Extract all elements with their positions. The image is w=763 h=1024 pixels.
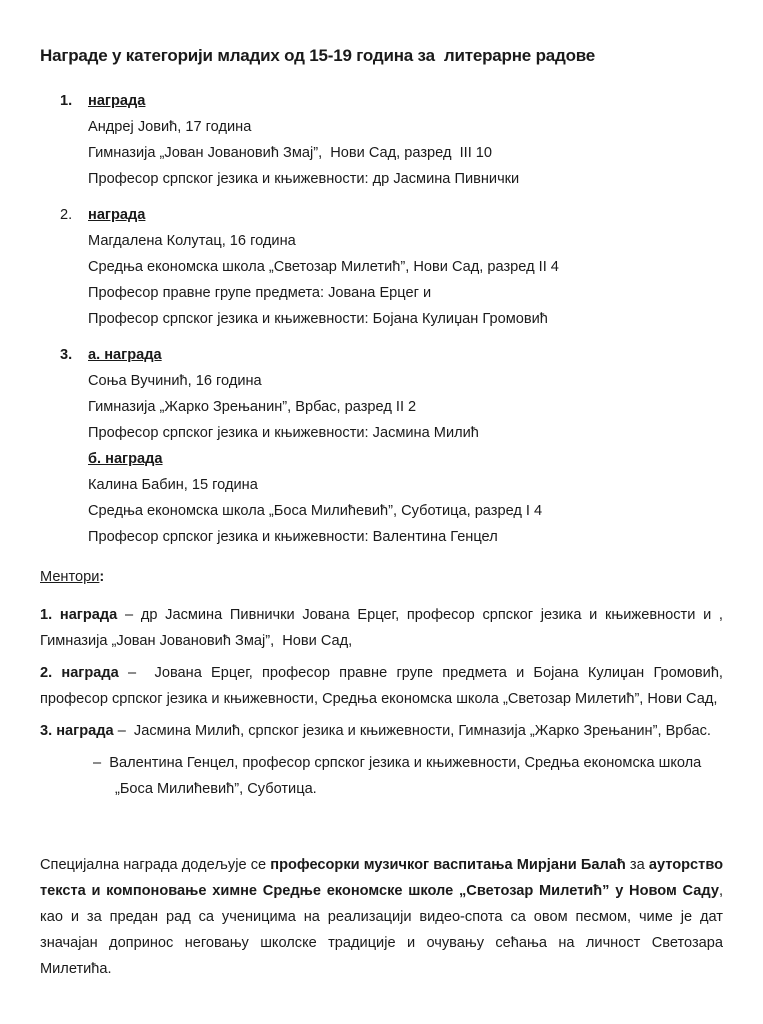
- mentor-text: – Јована Ерцег, професор правне групе предмета и Бојана Кулиџан Громовић, професор српског језика и књижевности, Средња економска школа „Светозар Милетић”, Нови Сад,: [40, 665, 728, 707]
- award-label: [88, 88, 723, 114]
- mentor-lead: 1. награда: [40, 607, 118, 623]
- award-line: Средња економска школа „Боса Милићевић”, Суботица, разред I 4: [88, 503, 543, 519]
- award-line: Професор српског језика и књижевности: Валентина Генцел: [88, 529, 498, 545]
- special-segment: за: [625, 857, 649, 873]
- mentors-heading: [40, 564, 723, 590]
- mentors-heading-text: Ментори: [40, 569, 100, 585]
- award-line: Гимназија „Жарко Зрењанин”, Врбас, разред II 2: [88, 399, 417, 415]
- mentor-entry-2: [40, 660, 728, 712]
- mentor-lead: 3. награда: [40, 723, 114, 739]
- award-label-text: награда: [88, 93, 146, 109]
- award-label: [88, 202, 723, 228]
- award-line: Професор правне групе предмета: Јована Ерцег и: [88, 285, 432, 301]
- special-segment-bold: професорки музичког васпитања Мирјани Балаћ: [270, 857, 626, 873]
- mentor-entry-1: [40, 602, 728, 654]
- mentor-text: – Јасмина Милић, српског језика и књижевности, Гимназија „Жарко Зрењанин”, Врбас.: [113, 723, 711, 739]
- special-segment: , као и за предан рад са ученицима на реализацији видео-спота са овом песмом, чиме је дат значајан допринос неговању школске традиције и очувању сећања на личност Светозара Милетића.: [40, 883, 728, 977]
- award-label-b: [88, 446, 723, 472]
- award-line: Професор српског језика и књижевности: др Јасмина Пивнички: [88, 171, 520, 187]
- special-segment-bold: ауторство текста и компоновање химне Средње економске школе „Светозар Милетић” у Новом Саду: [40, 857, 728, 899]
- award-item-3: [60, 342, 723, 550]
- award-label-a: [88, 342, 723, 368]
- award-number: 3.: [60, 347, 73, 363]
- award-label-text: б. награда: [88, 451, 163, 467]
- special-award-paragraph: [40, 852, 728, 982]
- mentor-entry-3-sub: – Валентина Генцел, професор српског језика и књижевности, Средња економска школа „Боса Милићевић”, Суботица.: [93, 755, 706, 797]
- mentor-entry-3: [40, 718, 723, 744]
- award-line: Калина Бабин, 15 година: [88, 477, 258, 493]
- mentor-lead: 2. награда: [40, 665, 119, 681]
- award-item-1: [60, 88, 723, 192]
- award-label-text: а. награда: [88, 347, 162, 363]
- awards-list: [60, 88, 723, 550]
- page-title: Награде у категорији младих од 15-19 година за литерарне радове: [40, 46, 596, 65]
- mentors-heading-colon: :: [99, 569, 105, 585]
- award-number: 2.: [60, 207, 73, 223]
- award-number: 1.: [60, 93, 73, 109]
- award-line: Соња Вучинић, 16 година: [88, 373, 262, 389]
- award-line: Средња економска школа „Светозар Милетић”, Нови Сад, разред II 4: [88, 259, 559, 275]
- mentor-text: – др Јасмина Пивнички Јована Ерцег, професор српског језика и књижевности и , Гимназија „Јован Јовановић Змај”, Нови Сад,: [40, 607, 728, 649]
- special-segment: Специјална награда додељује се: [40, 857, 271, 873]
- award-body: [88, 202, 723, 332]
- award-line: Професор српског језика и књижевности: Бојана Кулиџан Громовић: [88, 311, 548, 327]
- award-body: [88, 88, 723, 192]
- award-line: Гимназија „Јован Јовановић Змај”, Нови Сад, разред III 10: [88, 145, 493, 161]
- award-line: Професор српског језика и књижевности: Јасмина Милић: [88, 425, 479, 441]
- award-body: [88, 342, 723, 550]
- award-line: Магдалена Колутац, 16 година: [88, 233, 296, 249]
- award-label-text: награда: [88, 207, 146, 223]
- award-line: Андреј Јовић, 17 година: [88, 119, 252, 135]
- award-item-2: [60, 202, 723, 332]
